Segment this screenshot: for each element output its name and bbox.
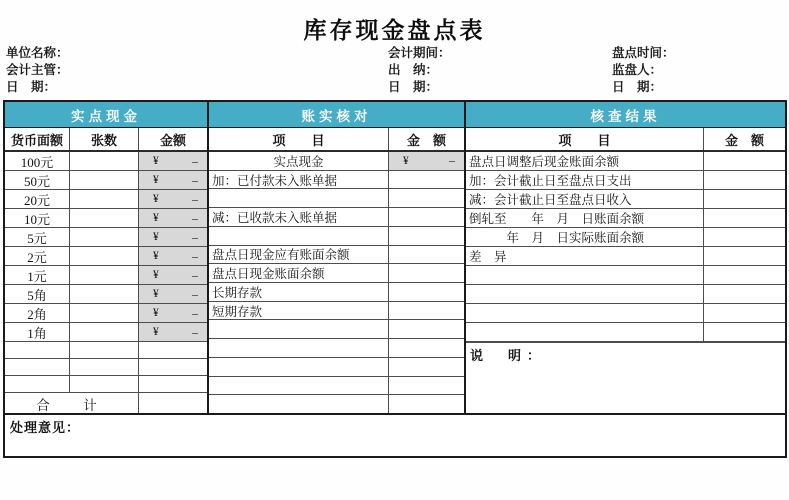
denomination-row: [5, 209, 207, 228]
section-account-verification: [207, 102, 464, 413]
dash-placeholder: –: [192, 267, 198, 282]
denomination-label: 100元: [5, 152, 70, 170]
item-label: 减：已收款未入账单据: [209, 208, 389, 226]
quantity-cell[interactable]: [70, 376, 139, 392]
item-cell[interactable]: [466, 285, 704, 303]
denomination-label: 50元: [5, 171, 70, 189]
quantity-cell[interactable]: [70, 247, 139, 265]
info-column-middle: [388, 45, 451, 96]
section-header-account-verification: 账实核对: [209, 102, 464, 128]
item-cell[interactable]: [466, 266, 704, 284]
total-amount-cell[interactable]: [139, 393, 207, 415]
quantity-cell[interactable]: [70, 266, 139, 284]
middle-column-header-row: [209, 128, 464, 152]
item-row: [209, 283, 464, 302]
item-row: [466, 209, 785, 228]
denomination-row: [5, 171, 207, 190]
quantity-cell[interactable]: [70, 209, 139, 227]
yen-symbol: ¥: [153, 307, 159, 319]
denomination-row: [5, 266, 207, 285]
item-cell[interactable]: [209, 395, 389, 413]
cashier-label: 出 纳：: [388, 63, 439, 77]
amount-cell[interactable]: [389, 264, 464, 282]
chief-accountant-label: 会计主管：: [6, 63, 69, 77]
section-header-verification-result: 核查结果: [466, 102, 785, 128]
amount-cell[interactable]: [704, 323, 785, 341]
supervisor-label: 监盘人：: [612, 63, 663, 77]
section-header-actual-cash: 实点现金: [5, 102, 207, 128]
quantity-cell[interactable]: [70, 152, 139, 170]
opinion-label: 处理意见：: [10, 420, 81, 435]
item-row: [209, 171, 464, 190]
yen-symbol: ¥: [153, 250, 159, 262]
denomination-row: [5, 228, 207, 247]
dash-placeholder: –: [192, 305, 198, 320]
amount-cell[interactable]: [389, 395, 464, 413]
dash-placeholder: –: [192, 191, 198, 206]
col-header-item: 项 目: [209, 128, 389, 150]
item-cell[interactable]: [466, 304, 704, 322]
quantity-cell[interactable]: [70, 359, 139, 375]
dash-placeholder: –: [192, 210, 198, 225]
empty-row: [209, 377, 464, 396]
section-actual-cash: [5, 102, 207, 413]
dash-placeholder: –: [192, 248, 198, 263]
yen-symbol: ¥: [153, 155, 159, 167]
denomination-row: [5, 247, 207, 266]
item-cell[interactable]: [466, 323, 704, 341]
item-cell[interactable]: [209, 227, 389, 245]
amount-cell[interactable]: [704, 247, 785, 265]
item-row: [209, 246, 464, 265]
amount-cell[interactable]: [704, 171, 785, 189]
yen-symbol: ¥: [153, 269, 159, 281]
yen-symbol: ¥: [403, 154, 409, 167]
dash-placeholder: –: [192, 172, 198, 187]
denomination-label: 2角: [5, 304, 70, 322]
col-header-amount: 金 额: [724, 132, 764, 148]
item-label: 减：会计截止日至盘点日收入: [466, 190, 704, 208]
amount-cell[interactable]: [704, 209, 785, 227]
date-label: 日 期：: [6, 80, 57, 94]
amount-cell[interactable]: [139, 304, 207, 322]
empty-row: [5, 359, 207, 376]
item-row: [466, 247, 785, 266]
denomination-label: 1角: [5, 323, 70, 341]
date-label: 日 期：: [388, 80, 439, 94]
item-cell[interactable]: [209, 358, 389, 376]
left-column-header-row: [5, 128, 207, 152]
amount-cell[interactable]: [139, 171, 207, 189]
yen-symbol: ¥: [153, 288, 159, 300]
amount-cell[interactable]: [389, 171, 464, 189]
amount-cell[interactable]: [704, 304, 785, 322]
empty-row: [209, 339, 464, 358]
item-cell[interactable]: [209, 377, 389, 395]
item-row: [466, 152, 785, 171]
amount-cell[interactable]: [389, 377, 464, 395]
item-row: [466, 228, 785, 247]
denomination-cell[interactable]: [5, 376, 70, 392]
denomination-label: 1元: [5, 266, 70, 284]
info-column-right: [612, 45, 675, 96]
amount-cell[interactable]: [389, 246, 464, 264]
amount-cell[interactable]: [389, 227, 464, 245]
empty-row: [5, 376, 207, 393]
empty-row: [209, 320, 464, 339]
col-header-quantity: 张数: [70, 128, 139, 150]
denomination-label: 20元: [5, 190, 70, 208]
amount-cell[interactable]: [704, 228, 785, 246]
amount-cell[interactable]: [704, 190, 785, 208]
amount-cell[interactable]: [139, 285, 207, 303]
yen-symbol: ¥: [153, 231, 159, 243]
note-area[interactable]: [466, 342, 785, 413]
denomination-label: 10元: [5, 209, 70, 227]
dash-placeholder: –: [192, 153, 198, 168]
col-header-denomination: 货币面额: [5, 128, 70, 150]
amount-cell[interactable]: [389, 189, 464, 207]
empty-row: [466, 323, 785, 342]
quantity-cell[interactable]: [70, 228, 139, 246]
denomination-row: [5, 304, 207, 323]
item-label: 盘点日现金应有账面余额: [209, 246, 389, 264]
item-label: 实点现金: [209, 152, 389, 170]
amount-cell[interactable]: [389, 283, 464, 301]
amount-cell[interactable]: [139, 266, 207, 284]
amount-cell[interactable]: [389, 358, 464, 376]
denomination-label: 2元: [5, 247, 70, 265]
item-label: 加：已付款未入账单据: [209, 171, 389, 189]
amount-cell[interactable]: [704, 152, 785, 170]
denomination-cell[interactable]: [5, 342, 70, 358]
item-row: [466, 190, 785, 209]
unit-name-label: 单位名称：: [6, 46, 69, 60]
right-column-header-row: [466, 128, 785, 152]
item-label: 长期存款: [209, 283, 389, 301]
item-row: [209, 302, 464, 321]
item-cell[interactable]: [209, 339, 389, 357]
item-label: 加：会计截止日至盘点日支出: [466, 171, 704, 189]
section-verification-result: [464, 102, 785, 413]
note-label: 说 明：: [470, 348, 547, 363]
empty-row: [5, 342, 207, 359]
dash-placeholder: –: [192, 229, 198, 244]
dash-placeholder: –: [449, 153, 455, 168]
item-label: 年 月 日实际账面余额: [466, 228, 704, 246]
empty-row: [466, 304, 785, 323]
yen-symbol: ¥: [153, 174, 159, 186]
col-header-amount: 金 额: [406, 132, 446, 148]
denomination-label: 5角: [5, 285, 70, 303]
quantity-cell[interactable]: [70, 342, 139, 358]
col-header-amount: 金额: [159, 132, 186, 148]
left-body: [5, 152, 207, 413]
item-row: [209, 208, 464, 227]
col-header-item: 项 目: [466, 128, 704, 150]
right-body: [466, 152, 785, 413]
amount-cell[interactable]: [139, 152, 207, 170]
item-label: 盘点日调整后现金账面余额: [466, 152, 704, 170]
amount-cell[interactable]: [139, 247, 207, 265]
item-cell[interactable]: [209, 320, 389, 338]
amount-cell[interactable]: [139, 376, 207, 392]
denomination-row: [5, 152, 207, 171]
item-row: [466, 171, 785, 190]
quantity-cell[interactable]: [70, 323, 139, 341]
denomination-cell[interactable]: [5, 359, 70, 375]
item-label: 差 异: [466, 247, 704, 265]
item-label: 倒轧至 年 月 日账面余额: [466, 209, 704, 227]
empty-row: [209, 227, 464, 246]
yen-symbol: ¥: [153, 212, 159, 224]
item-label: 短期存款: [209, 302, 389, 320]
amount-cell[interactable]: [139, 209, 207, 227]
empty-row: [209, 189, 464, 208]
denomination-row: [5, 323, 207, 342]
item-cell[interactable]: [209, 189, 389, 207]
empty-row: [209, 395, 464, 413]
denomination-label: 5元: [5, 228, 70, 246]
amount-cell[interactable]: [139, 359, 207, 375]
quantity-cell[interactable]: [70, 190, 139, 208]
item-row: [209, 264, 464, 283]
empty-row: [466, 266, 785, 285]
item-label: 盘点日现金账面余额: [209, 264, 389, 282]
denomination-row: [5, 190, 207, 209]
empty-row: [466, 285, 785, 304]
date-label: 日 期：: [612, 80, 663, 94]
total-label: 合 计: [5, 393, 139, 415]
amount-cell[interactable]: [389, 339, 464, 357]
amount-cell[interactable]: [704, 285, 785, 303]
item-row: [209, 152, 464, 171]
count-time-label: 盘点时间：: [612, 46, 675, 60]
amount-cell[interactable]: [139, 323, 207, 341]
empty-row: [209, 358, 464, 377]
amount-cell[interactable]: [389, 302, 464, 320]
amount-cell[interactable]: [139, 228, 207, 246]
amount-cell[interactable]: [389, 208, 464, 226]
amount-cell[interactable]: [704, 266, 785, 284]
quantity-cell[interactable]: [70, 285, 139, 303]
quantity-cell[interactable]: [70, 171, 139, 189]
yen-symbol: ¥: [153, 193, 159, 205]
yen-symbol: ¥: [153, 326, 159, 338]
denomination-row: [5, 285, 207, 304]
dash-placeholder: –: [192, 286, 198, 301]
opinion-area[interactable]: [5, 413, 785, 456]
table-main: [5, 102, 785, 413]
total-row: [5, 393, 207, 415]
amount-cell[interactable]: [389, 152, 464, 170]
amount-cell[interactable]: [389, 320, 464, 338]
info-column-left: [6, 45, 69, 96]
dash-placeholder: –: [192, 324, 198, 339]
amount-cell[interactable]: [139, 342, 207, 358]
quantity-cell[interactable]: [70, 304, 139, 322]
page-title: 库存现金盘点表: [303, 18, 486, 43]
amount-cell[interactable]: [139, 190, 207, 208]
middle-body: [209, 152, 464, 413]
inventory-table: [3, 100, 787, 458]
accounting-period-label: 会计期间：: [388, 46, 451, 60]
